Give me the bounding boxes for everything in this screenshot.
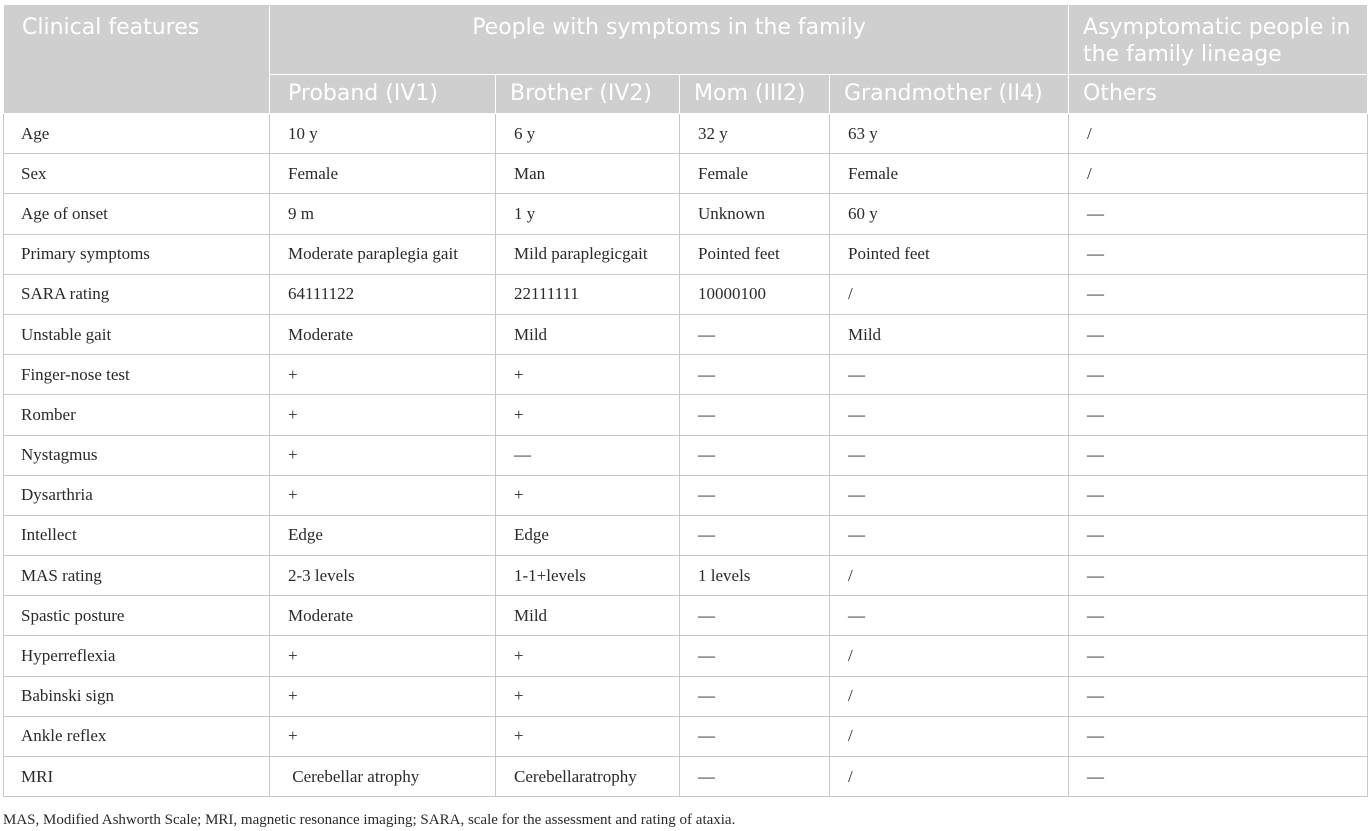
table-cell: 2-3 levels xyxy=(270,556,496,596)
header-brother: Brother (IV2) xyxy=(496,75,680,114)
table-cell: Moderate xyxy=(270,314,496,354)
table-cell: Mild xyxy=(496,314,680,354)
table-cell: — xyxy=(680,355,830,395)
table-cell: — xyxy=(1069,194,1368,234)
table-cell: / xyxy=(830,757,1069,797)
table-cell: — xyxy=(830,435,1069,475)
header-asymptomatic: Asymptomatic people in the family lineage xyxy=(1069,5,1368,75)
table-cell: 32 y xyxy=(680,114,830,154)
row-feature-label: Age xyxy=(4,114,270,154)
table-cell: — xyxy=(830,355,1069,395)
table-header xyxy=(4,5,1368,114)
table-cell: / xyxy=(830,556,1069,596)
table-cell: — xyxy=(1069,475,1368,515)
table-cell: Man xyxy=(496,154,680,194)
table-cell: Cerebellar atrophy xyxy=(270,757,496,797)
table-cell: / xyxy=(830,676,1069,716)
table-cell: — xyxy=(830,596,1069,636)
table-cell: / xyxy=(830,636,1069,676)
table-cell: 1 y xyxy=(496,194,680,234)
table-row xyxy=(4,355,1368,395)
table-row xyxy=(4,314,1368,354)
table-cell: + xyxy=(496,475,680,515)
table-cell: — xyxy=(1069,757,1368,797)
table-cell: — xyxy=(1069,234,1368,274)
table-row xyxy=(4,154,1368,194)
table-cell: / xyxy=(830,716,1069,756)
header-mom: Mom (III2) xyxy=(680,75,830,114)
table-cell: Cerebellaratrophy xyxy=(496,757,680,797)
table-cell: — xyxy=(1069,274,1368,314)
table-row xyxy=(4,757,1368,797)
table-cell: Edge xyxy=(496,515,680,555)
table-cell: + xyxy=(496,676,680,716)
table-cell: — xyxy=(1069,435,1368,475)
table-cell: + xyxy=(270,395,496,435)
table-cell: + xyxy=(496,395,680,435)
row-feature-label: MAS rating xyxy=(4,556,270,596)
table-cell: 10000100 xyxy=(680,274,830,314)
table-cell: — xyxy=(680,515,830,555)
header-clinical-features: Clinical features xyxy=(4,5,270,114)
row-feature-label: Spastic posture xyxy=(4,596,270,636)
clinical-features-table-container xyxy=(3,4,1367,797)
table-cell: 10 y xyxy=(270,114,496,154)
row-feature-label: Dysarthria xyxy=(4,475,270,515)
table-body xyxy=(4,114,1368,797)
table-row xyxy=(4,114,1368,154)
table-row xyxy=(4,234,1368,274)
table-cell: Moderate paraplegia gait xyxy=(270,234,496,274)
table-cell: — xyxy=(680,596,830,636)
row-feature-label: Unstable gait xyxy=(4,314,270,354)
header-grandmother: Grandmother (II4) xyxy=(830,75,1069,114)
row-feature-label: MRI xyxy=(4,757,270,797)
header-people-with-symptoms: People with symptoms in the family xyxy=(270,5,1069,75)
table-cell: Mild paraplegicgait xyxy=(496,234,680,274)
table-cell: Mild xyxy=(830,314,1069,354)
table-cell: / xyxy=(830,274,1069,314)
row-feature-label: Babinski sign xyxy=(4,676,270,716)
table-row xyxy=(4,194,1368,234)
table-cell: Edge xyxy=(270,515,496,555)
header-proband: Proband (IV1) xyxy=(270,75,496,114)
row-feature-label: Nystagmus xyxy=(4,435,270,475)
table-cell: + xyxy=(270,636,496,676)
table-cell: — xyxy=(680,435,830,475)
table-cell: + xyxy=(270,676,496,716)
table-cell: — xyxy=(680,676,830,716)
table-cell: / xyxy=(1069,154,1368,194)
table-cell: Moderate xyxy=(270,596,496,636)
row-feature-label: Intellect xyxy=(4,515,270,555)
table-cell: — xyxy=(680,636,830,676)
row-feature-label: Primary symptoms xyxy=(4,234,270,274)
row-feature-label: Romber xyxy=(4,395,270,435)
table-cell: 63 y xyxy=(830,114,1069,154)
table-cell: Pointed feet xyxy=(830,234,1069,274)
table-row xyxy=(4,274,1368,314)
table-cell: — xyxy=(1069,556,1368,596)
table-cell: — xyxy=(680,395,830,435)
table-cell: — xyxy=(1069,395,1368,435)
header-row-top xyxy=(4,5,1368,75)
table-row xyxy=(4,676,1368,716)
table-cell: + xyxy=(270,475,496,515)
table-cell: — xyxy=(830,515,1069,555)
table-cell: — xyxy=(680,314,830,354)
row-feature-label: Finger-nose test xyxy=(4,355,270,395)
table-cell: + xyxy=(496,716,680,756)
table-cell: 1-1+levels xyxy=(496,556,680,596)
table-cell: + xyxy=(270,435,496,475)
table-cell: / xyxy=(1069,114,1368,154)
table-cell: — xyxy=(1069,676,1368,716)
table-cell: — xyxy=(1069,314,1368,354)
table-cell: 64111122 xyxy=(270,274,496,314)
table-cell: Pointed feet xyxy=(680,234,830,274)
table-cell: Female xyxy=(270,154,496,194)
table-row xyxy=(4,435,1368,475)
table-cell: — xyxy=(830,475,1069,515)
table-cell: 22111111 xyxy=(496,274,680,314)
table-cell: — xyxy=(830,395,1069,435)
row-feature-label: Hyperreflexia xyxy=(4,636,270,676)
table-cell: + xyxy=(496,636,680,676)
table-row xyxy=(4,475,1368,515)
table-cell: — xyxy=(680,716,830,756)
table-cell: 1 levels xyxy=(680,556,830,596)
clinical-features-table xyxy=(3,4,1368,797)
table-cell: — xyxy=(1069,515,1368,555)
header-others: Others xyxy=(1069,75,1368,114)
table-cell: — xyxy=(1069,596,1368,636)
table-cell: 6 y xyxy=(496,114,680,154)
table-cell: + xyxy=(270,355,496,395)
row-feature-label: Sex xyxy=(4,154,270,194)
row-feature-label: Age of onset xyxy=(4,194,270,234)
table-cell: 60 y xyxy=(830,194,1069,234)
table-cell: — xyxy=(1069,636,1368,676)
table-cell: — xyxy=(680,475,830,515)
table-cell: — xyxy=(680,757,830,797)
table-cell: — xyxy=(496,435,680,475)
row-feature-label: SARA rating xyxy=(4,274,270,314)
table-cell: Unknown xyxy=(680,194,830,234)
table-row xyxy=(4,596,1368,636)
table-row xyxy=(4,556,1368,596)
table-cell: Female xyxy=(830,154,1069,194)
row-feature-label: Ankle reflex xyxy=(4,716,270,756)
table-cell: + xyxy=(270,716,496,756)
table-row xyxy=(4,716,1368,756)
footnote: MAS, Modified Ashworth Scale; MRI, magnetic resonance imaging; SARA, scale for the assessment and rating of ataxia. xyxy=(3,812,736,828)
table-row xyxy=(4,395,1368,435)
table-row xyxy=(4,636,1368,676)
table-cell: — xyxy=(1069,355,1368,395)
table-cell: + xyxy=(496,355,680,395)
table-cell: Mild xyxy=(496,596,680,636)
table-cell: 9 m xyxy=(270,194,496,234)
table-cell: — xyxy=(1069,716,1368,756)
table-row xyxy=(4,515,1368,555)
table-cell: Female xyxy=(680,154,830,194)
